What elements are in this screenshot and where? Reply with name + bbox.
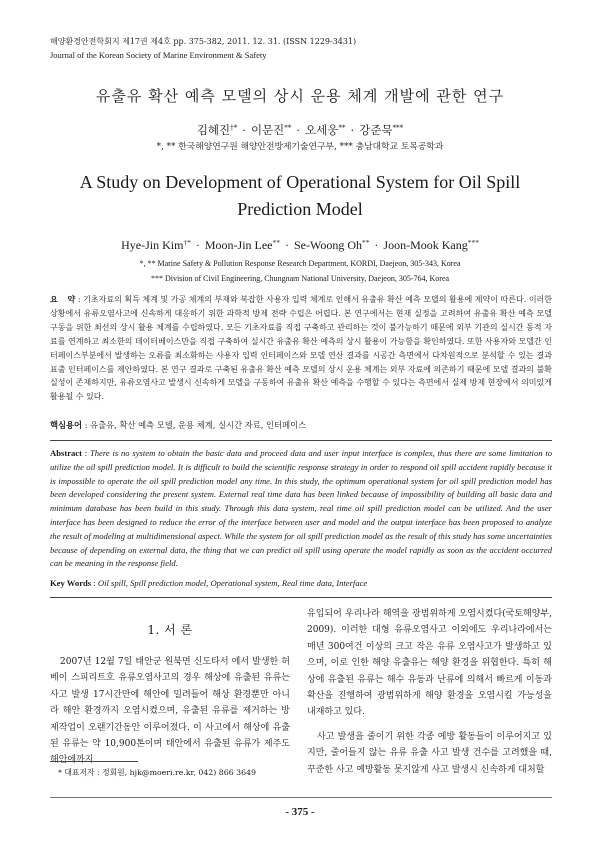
page-number: - 375 - xyxy=(285,806,315,818)
body-paragraph: 사고 발생을 줄이기 위한 각종 예방 활동들이 이루어지고 있지만, 줄어들지 않는 유류 유출 사고 발생 건수를 고려했을 때, 꾸준한 사고 예방활동 못지않게 사고 발생시 신속하게 대처할 xyxy=(307,731,552,775)
corresponding-author-footnote: * 대표저자 : 정회원, hjk@moeri.re.kr, 042) 866 3649 xyxy=(58,768,256,777)
author-separator: · xyxy=(284,238,289,252)
author-mark: *** xyxy=(467,238,479,248)
authors-ko xyxy=(0,122,600,138)
author-mark: ** xyxy=(361,238,370,248)
author-name: 이문진 xyxy=(250,123,285,137)
author-mark: †* xyxy=(183,238,191,248)
keywords-ko-text: 유출유, 확산 예측 모델, 운용 체계, 실시간 자료, 인터페이스 xyxy=(90,420,307,430)
author-name: Joon-Mook Kang xyxy=(383,238,468,252)
author-name: Se-Woong Oh xyxy=(293,238,362,252)
abstract-en-label: Abstract xyxy=(50,448,82,458)
author-name: Hye-Jin Kim xyxy=(121,238,184,252)
author-name: 강준묵 xyxy=(359,123,393,137)
affiliation-en-line: *, ** Marine Safety & Pollution Response Research Department, KORDI, Daejeon, 305-343, Korea xyxy=(139,259,461,268)
keywords-en xyxy=(50,577,552,590)
body-paragraph: 2007년 12월 7일 태안군 원북면 신도타서 에서 발생한 허베이 스피리트호 유류오염사고의 경우 해상에 유출된 유류는 사고 발생 17시간만에 해안에 밀려들어 해상 환경뿐만 아니라 해안 환경까지 오염시켰으며, 유출된 유류를 제거하는 방제작업이 오랜기간동안 이루어졌다. 이 사고에서 해상에 유출된 유류는 약 10,900톤이며 태안에서 유출된 유류가 제주도 해안에까지 xyxy=(50,657,290,766)
footnote-divider xyxy=(50,761,138,762)
abstract-ko xyxy=(50,293,552,404)
abstract-ko-delimiter: : xyxy=(77,295,81,304)
affiliation-ko: *, ** 한국해양연구원 해양안전방제기술연구부, *** 충남대학교 토목공학과 xyxy=(156,142,444,152)
author-name: 김혜진 xyxy=(196,123,231,137)
author-name: 오세웅 xyxy=(305,123,339,137)
section-heading: 1. 서 론 xyxy=(147,623,193,637)
abstract-en xyxy=(50,447,552,571)
affiliations-en xyxy=(0,256,600,286)
author-mark: †* xyxy=(230,123,238,133)
body-divider xyxy=(50,597,552,598)
title-en: A Study on Development of Operational System for Oil Spill Prediction Model xyxy=(79,172,521,219)
keywords-ko-label: 핵심용어 xyxy=(50,420,83,430)
keywords-en-label: Key Words xyxy=(50,578,92,588)
author-separator: · xyxy=(242,123,246,137)
journal-name-en: Journal of the Korean Society of Marine Environment & Safety xyxy=(50,50,267,60)
body-column-right xyxy=(307,606,552,778)
author-separator: · xyxy=(195,238,200,252)
abstract-ko-label: 요 약 xyxy=(50,294,76,304)
author-separator: · xyxy=(374,238,379,252)
author-name: Moon-Jin Lee xyxy=(204,238,273,252)
author-mark: ** xyxy=(284,123,292,133)
title-ko: 유출유 확산 예측 모델의 상시 운용 체계 개발에 관한 연구 xyxy=(95,87,505,105)
author-mark: ** xyxy=(272,238,280,248)
author-mark: *** xyxy=(392,123,404,133)
abstract-en-text: There is no system to obtain the basic data and proceed data and user input interface is complex, thus there are some limitation to utilize the oil spill prediction model. It is difficult to build the scientific response strategy in order to respond oil spill accident rapidly because it is impossible to operate the oil spill prediction model any time. In this study, the optimum operational system for oil spill prediction model has been developed considering the present system. External real time data has been linked because of impossibility of building all basic data and minimum database has been build in this study. Through this data system, real time oil spill prediction model can be utilized. And the user interface has been designed to reduce the error of the interface between user and model and the output interface has been proposed to analyze the result of modeling at multidimensional aspect. While the system for oil spill prediction model as the result of this study has some uncertainties because of depending on external data, the thing that we can predict oil spill using operate the model rapidly as soon as the accident occurred can be meaning in the response field. xyxy=(50,448,552,569)
author-separator: · xyxy=(296,123,301,137)
keywords-en-text: Oil spill, Spill prediction model, Operational system, Real time data, Interface xyxy=(97,578,368,588)
author-mark: ** xyxy=(338,123,346,133)
body-paragraph: 유입되어 우리나라 해역을 광범위하게 오염시켰다(국토해양부, 2009). 이러한 대형 유류오염사고 이외에도 우리나라에서는 매년 300여건 이상의 크고 작은 유류 오염사고가 발생하고 있으며, 이로 인한 해양 유출유는 해양 환경을 위협한다. 특히 해상에 유출된 유류는 해수 유동과 난류에 의해서 빠르게 이동과 확산을 진행하여 광범위하게 해양 환경을 오염시킬 가능성을 내재하고 있다. xyxy=(307,609,552,718)
author-separator: · xyxy=(350,123,355,137)
keywords-ko xyxy=(50,419,552,432)
journal-citation: 해양환경안전학회지 제17권 제4호 pp. 375-382, 2011. 12. 31. (ISSN 1229-3431) xyxy=(50,37,357,46)
abstract-divider xyxy=(50,440,552,441)
authors-en xyxy=(0,237,600,253)
abstract-en-delimiter: : xyxy=(84,448,88,458)
keywords-en-delimiter: : xyxy=(93,578,96,588)
body-column-left xyxy=(50,654,290,769)
affiliation-en-line: *** Division of Civil Engineering, Chungnam National University, Daejeon, 305-764, Korea xyxy=(150,274,450,283)
abstract-ko-text: 기초자료의 획득 체계 및 가공 체계의 부재와 복잡한 사용자 입력 체계로 인해서 유출유 확산 예측 모델의 활용에 제약이 따른다. 이러한 상황에서 유류오염사고에 신속하게 대응하기 위한 과학적 방제 전략 수립은 어렵다. 본 연구에서는 현재 실정을 고려하여 유출유 확산 예측 모델 구동을 위한 최선의 상시 활용 체계를 수립하였다. 모든 기초자료를 직접 구축하고 관리하는 것이 불가능하기 때문에 외부 기관의 실시간 동적 자료를 연계하고 최소한의 데이터베이스만을 직접 구축하여 실시간 유출유 확산 예측의 상시 활용이 가능함을 확인하였다. 또한 사용자와 모델간 인터페이스부분에서 발생하는 오류를 최소화하는 사용자 입력 인터페이스와 모델 연산 결과를 시공간 측면에서 다차원적으로 분석할 수 있는 결과 표출 인터페이스를 제안하였다. 본 연구 결과로 구축된 유출유 확산 예측 모델의 상시 운용 체계는 외부 자료에 의존하기 때문에 모델 결과의 불확실성이 존재하지만, 유류오염사고 발생시 신속하게 모델을 구동하여 유출유 확산 예측을 수행할 수 있다는 측면에서 실제 방제 현장에서 의미있게 활용될 수 있다. xyxy=(50,295,553,402)
keywords-ko-delimiter: : xyxy=(84,420,88,430)
footer-divider xyxy=(50,797,552,798)
